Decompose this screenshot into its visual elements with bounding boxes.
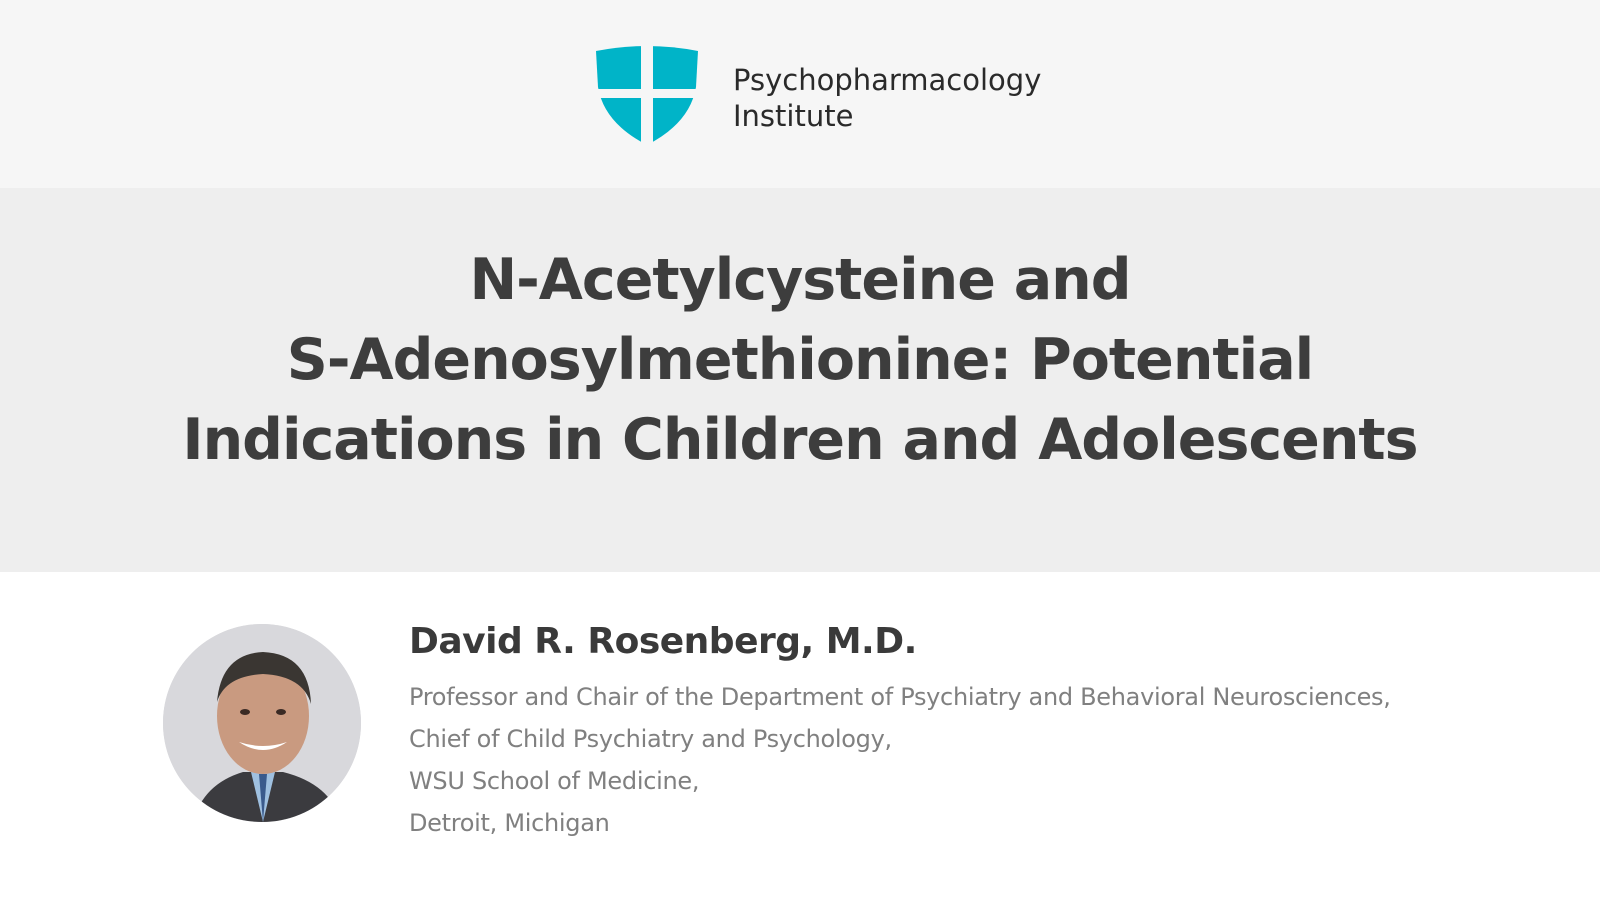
title-line3: Indications in Children and Adolescents [182, 407, 1418, 473]
affiliation-line: WSU School of Medicine, [409, 767, 700, 795]
speaker-photo [163, 624, 361, 822]
affiliation-line: Chief of Child Psychiatry and Psychology, [409, 725, 892, 753]
page-title [0, 240, 1600, 480]
avatar [163, 624, 361, 822]
affiliation-line: Detroit, Michigan [409, 809, 610, 837]
brand-name-line2: Institute [733, 99, 854, 133]
header-bar [0, 0, 1600, 188]
title-line2: S-Adenosylmethionine: Potential [286, 327, 1314, 393]
speaker-name: David R. Rosenberg, M.D. [409, 621, 917, 662]
affiliation-line: Professor and Chair of the Department of Psychiatry and Behavioral Neurosciences, [409, 683, 1391, 711]
brand-name [733, 62, 1041, 134]
title-line1: N-Acetylcysteine and [469, 247, 1131, 313]
brand-name-line1: Psychopharmacology [733, 63, 1042, 97]
speaker-affiliations [409, 676, 1391, 844]
shield-cross-icon [594, 45, 700, 147]
